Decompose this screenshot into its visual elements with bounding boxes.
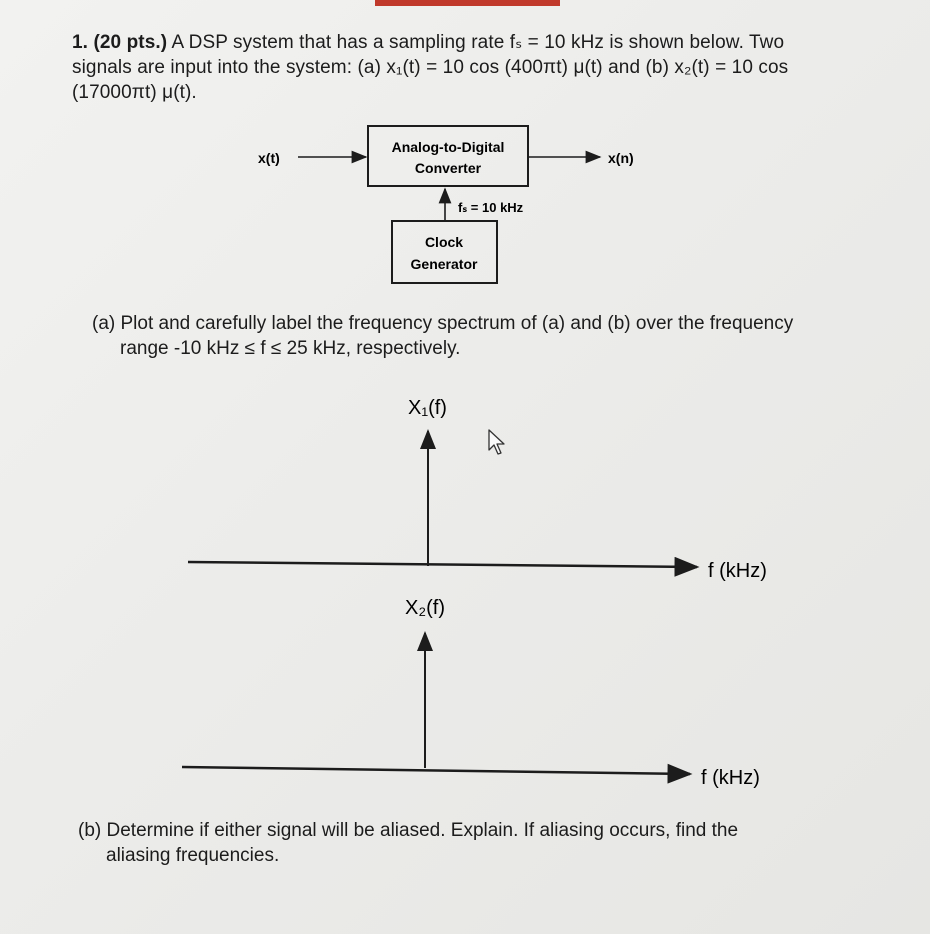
- question-line-3: (17000πt) μ(t).: [72, 82, 197, 103]
- part-b-line-1: (b) Determine if either signal will be aliased. Explain. If aliasing occurs, find the: [78, 820, 739, 841]
- plot1-y-label: X₁(f): [408, 397, 447, 419]
- clock-label-line-1: Clock: [424, 234, 464, 250]
- plot1-x-label: f (kHz): [708, 560, 767, 582]
- plot2-y-label: X₂(f): [405, 597, 445, 619]
- question-line-2: signals are input into the system: (a) x₁(t) = 10 cos (400πt) μ(t) and (b) x₂(t) = 10 cos: [72, 57, 789, 78]
- adc-label-line-2: Converter: [414, 160, 482, 176]
- question-line-1-text: A DSP system that has a sampling rate fₛ = 10 kHz is shown below. Two: [167, 32, 785, 53]
- clock-rate-label: fₛ = 10 kHz: [458, 200, 524, 215]
- part-b-text: [78, 818, 858, 868]
- output-signal-label: x(n): [608, 150, 634, 166]
- part-b-line-2: aliasing frequencies.: [106, 845, 280, 866]
- mouse-pointer-icon: [489, 430, 504, 454]
- plot2-x-axis: [182, 767, 690, 774]
- plot1-x-axis: [188, 562, 697, 567]
- question-number: 1.: [72, 32, 89, 53]
- part-a-line-1: (a) Plot and carefully label the frequency spectrum of (a) and (b) over the frequency: [92, 313, 794, 334]
- adc-label-line-1: Analog-to-Digital: [391, 139, 505, 155]
- part-a-line-2: range -10 kHz ≤ f ≤ 25 kHz, respectively.: [120, 338, 461, 359]
- question-points: (20 pts.): [93, 32, 168, 53]
- plot2-x-label: f (kHz): [701, 767, 760, 789]
- input-signal-label: x(t): [258, 150, 280, 166]
- clock-label-line-2: Generator: [410, 256, 478, 272]
